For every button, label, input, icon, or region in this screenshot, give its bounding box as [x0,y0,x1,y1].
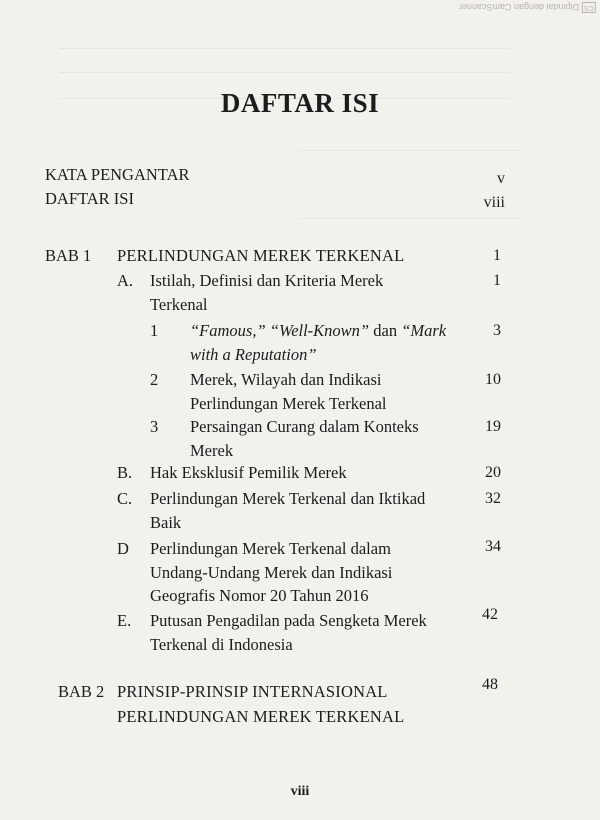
subsection-marker: 3 [150,417,159,436]
section-title-cont: Undang-Undang Merek dan Indikasi [150,563,393,582]
chapter-title-cont: PERLINDUNGAN MEREK TERKENAL [117,707,405,726]
toc-page-number: 10 [485,371,501,388]
toc-page-number: viii [483,194,505,211]
subsection-title [190,320,446,342]
bleed-through-line [300,150,520,151]
subsection-quote: “Mark [401,321,447,340]
section-marker: D [117,539,129,558]
subsection-marker: 1 [150,321,159,340]
toc-page-number: 3 [493,322,501,339]
toc-page-number: 19 [485,418,501,435]
toc-page-number: 1 [493,272,501,289]
section-marker: C. [117,489,133,508]
toc-page-number: 34 [485,538,501,555]
section-marker: B. [117,463,133,482]
section-title-cont: Terkenal di Indonesia [150,635,293,654]
section-title: Perlindungan Merek Terkenal dalam [150,539,391,558]
chapter-label: BAB 1 [45,246,92,265]
toc-page-number: 1 [493,247,501,264]
subsection-quote: with a Reputation” [190,345,317,364]
subsection-quote: “Famous,” [190,321,266,340]
bleed-through-line [300,218,520,219]
toc-page-number: 42 [482,606,498,623]
chapter-label: BAB 2 [58,682,105,701]
section-marker: A. [117,271,134,290]
toc-entry-label: DAFTAR ISI [45,189,134,208]
subsection-title-cont: Perlindungan Merek Terkenal [190,394,387,413]
scan-watermark [459,2,596,13]
subsection-title: Merek, Wilayah dan Indikasi [190,370,382,389]
toc-page-number: 32 [485,490,501,507]
toc-entry-label: KATA PENGANTAR [45,165,190,184]
section-title-cont: Geografis Nomor 20 Tahun 2016 [150,586,369,605]
chapter-title: PERLINDUNGAN MEREK TERKENAL [117,246,405,265]
bleed-through-line [60,48,510,49]
toc-page-number: 20 [485,464,501,481]
page-title: DAFTAR ISI [220,88,380,118]
subsection-title: Persaingan Curang dalam Konteks [190,417,419,436]
page-footer-number: viii [290,784,310,799]
section-marker: E. [117,611,132,630]
subsection-quote: “Well-Known” [269,321,370,340]
toc-page-number: v [497,170,505,187]
scan-watermark-text: Dipindai dengan CamScanner [459,2,580,13]
subsection-text: dan [373,321,398,340]
subsection-title-cont [190,344,317,366]
bleed-through-line [60,72,510,73]
section-title: Hak Eksklusif Pemilik Merek [150,463,347,482]
section-title-cont: Baik [150,513,182,532]
section-title-cont: Terkenal [150,295,208,314]
section-title: Istilah, Definisi dan Kriteria Merek [150,271,384,290]
toc-page-number: 48 [482,676,498,693]
toc-entry-kata-pengantar [45,164,190,186]
section-title: Putusan Pengadilan pada Sengketa Merek [150,611,427,630]
camscanner-logo-icon: CS [584,4,594,11]
chapter-title: PRINSIP-PRINSIP INTERNASIONAL [117,682,388,701]
subsection-marker: 2 [150,370,159,389]
subsection-title-cont: Merek [190,441,234,460]
section-title: Perlindungan Merek Terkenal dan Iktikad [150,489,426,508]
toc-entry-daftar-isi [45,188,134,210]
